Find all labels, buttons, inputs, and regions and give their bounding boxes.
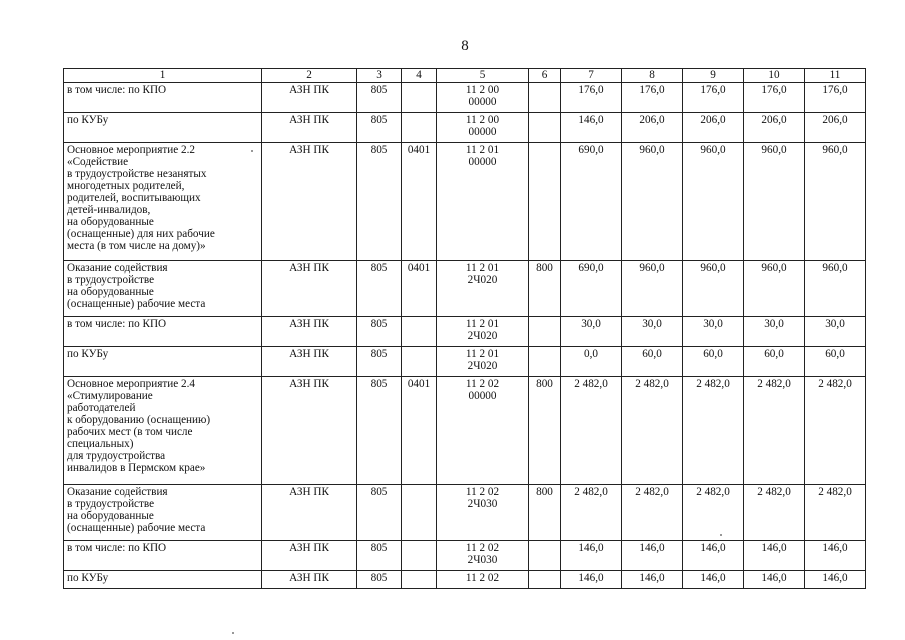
value-cell: 146,0 — [805, 571, 866, 589]
value-cell: 0,0 — [561, 347, 622, 377]
row-name: Оказание содействия в трудоустройстве на оборудованные (оснащенные) рабочие места — [67, 486, 206, 534]
ministry-code-cell: 805 — [357, 377, 402, 485]
row-name: в том числе: по КПО — [67, 84, 167, 96]
page-number: 8 — [461, 38, 469, 54]
row-name: по КУБу — [67, 348, 109, 360]
value-cell: 146,0 — [805, 541, 866, 571]
ministry-code-cell: 805 — [357, 571, 402, 589]
value-cell: 176,0 — [805, 83, 866, 113]
target-code-cell — [437, 571, 529, 589]
column-header: 5 — [437, 69, 529, 83]
target-code-line: 11 2 02 — [465, 378, 500, 390]
row-name-cell — [64, 113, 262, 143]
ministry-code-cell: 805 — [357, 143, 402, 261]
row-name-cell — [64, 83, 262, 113]
value-cell: 960,0 — [805, 261, 866, 317]
expense-type-cell — [529, 541, 561, 571]
expense-type-cell — [529, 143, 561, 261]
target-code-cell — [437, 261, 529, 317]
value-cell: 146,0 — [744, 571, 805, 589]
target-code-cell — [437, 113, 529, 143]
target-code-line: 2Ч020 — [467, 330, 498, 342]
target-code-line: 00000 — [468, 96, 497, 108]
ministry-code-cell: 805 — [357, 113, 402, 143]
target-code-line: 11 2 01 — [465, 144, 500, 156]
column-header: 4 — [402, 69, 437, 83]
value-cell: 146,0 — [622, 541, 683, 571]
row-name-cell — [64, 347, 262, 377]
table-row — [64, 485, 866, 541]
organization-cell: АЗН ПК — [262, 377, 357, 485]
column-header: 1 — [64, 69, 262, 83]
organization-cell: АЗН ПК — [262, 143, 357, 261]
value-cell: 30,0 — [622, 317, 683, 347]
scan-speck — [720, 534, 722, 536]
table-row — [64, 541, 866, 571]
table-row — [64, 143, 866, 261]
value-cell: 30,0 — [561, 317, 622, 347]
organization-cell: АЗН ПК — [262, 571, 357, 589]
value-cell: 690,0 — [561, 143, 622, 261]
section-code-cell — [402, 541, 437, 571]
row-name: Оказание содействия в трудоустройстве на оборудованные (оснащенные) рабочие места — [67, 262, 206, 310]
row-name-cell — [64, 485, 262, 541]
target-code-cell — [437, 541, 529, 571]
section-code-cell — [402, 83, 437, 113]
target-code-line: 00000 — [468, 126, 497, 138]
value-cell: 960,0 — [622, 261, 683, 317]
value-cell: 30,0 — [683, 317, 744, 347]
expense-type-cell — [529, 83, 561, 113]
section-code-cell — [402, 113, 437, 143]
target-code-line: 11 2 02 — [465, 486, 500, 498]
row-name: в том числе: по КПО — [67, 542, 167, 554]
organization-cell: АЗН ПК — [262, 347, 357, 377]
table-row — [64, 261, 866, 317]
value-cell: 206,0 — [805, 113, 866, 143]
value-cell: 206,0 — [744, 113, 805, 143]
table-body — [64, 83, 866, 589]
row-name: Основное мероприятие 2.4 «Стимулирование работодателей к оборудованию (оснащению) рабочих мест (в том числе специальных) для трудоустройства инвалидов в Пермском крае» — [67, 378, 211, 474]
row-name-cell — [64, 541, 262, 571]
value-cell: 60,0 — [683, 347, 744, 377]
section-code-cell: 0401 — [402, 261, 437, 317]
scan-speck — [232, 632, 234, 634]
value-cell: 206,0 — [622, 113, 683, 143]
value-cell: 30,0 — [805, 317, 866, 347]
target-code-cell — [437, 347, 529, 377]
value-cell: 176,0 — [744, 83, 805, 113]
organization-cell: АЗН ПК — [262, 485, 357, 541]
expense-type-cell: 800 — [529, 485, 561, 541]
column-header: 7 — [561, 69, 622, 83]
value-cell: 2 482,0 — [683, 485, 744, 541]
organization-cell: АЗН ПК — [262, 317, 357, 347]
organization-cell: АЗН ПК — [262, 261, 357, 317]
target-code-cell — [437, 143, 529, 261]
value-cell: 60,0 — [744, 347, 805, 377]
column-header: 3 — [357, 69, 402, 83]
target-code-line: 11 2 00 — [465, 114, 500, 126]
value-cell: 690,0 — [561, 261, 622, 317]
expense-type-cell: 800 — [529, 377, 561, 485]
value-cell: 2 482,0 — [805, 485, 866, 541]
row-name: Основное мероприятие 2.2 «Содействие в трудоустройстве незанятых многодетных родителей, родителей, воспитывающих детей-инвалидов, на оборудованные (оснащенные) для них рабочие места (в том числе на дому)» — [67, 144, 215, 252]
value-cell: 960,0 — [744, 143, 805, 261]
ministry-code-cell: 805 — [357, 541, 402, 571]
target-code-line: 11 2 01 — [465, 318, 500, 330]
value-cell: 960,0 — [683, 261, 744, 317]
value-cell: 146,0 — [683, 541, 744, 571]
target-code-line: 11 2 02 — [465, 572, 500, 584]
budget-table — [63, 68, 866, 589]
target-code-line: 00000 — [468, 390, 497, 402]
expense-type-cell — [529, 571, 561, 589]
row-name-cell — [64, 261, 262, 317]
section-code-cell — [402, 485, 437, 541]
target-code-cell — [437, 485, 529, 541]
column-header: 8 — [622, 69, 683, 83]
target-code-line: 00000 — [468, 156, 497, 168]
value-cell: 960,0 — [683, 143, 744, 261]
column-header: 10 — [744, 69, 805, 83]
row-name-cell — [64, 571, 262, 589]
value-cell: 960,0 — [744, 261, 805, 317]
row-name: по КУБу — [67, 572, 109, 584]
section-code-cell: 0401 — [402, 143, 437, 261]
section-code-cell — [402, 571, 437, 589]
value-cell: 176,0 — [622, 83, 683, 113]
value-cell: 60,0 — [805, 347, 866, 377]
target-code-line: 11 2 02 — [465, 542, 500, 554]
value-cell: 2 482,0 — [744, 377, 805, 485]
table-row — [64, 347, 866, 377]
value-cell: 146,0 — [561, 541, 622, 571]
section-code-cell — [402, 347, 437, 377]
section-code-cell — [402, 317, 437, 347]
ministry-code-cell: 805 — [357, 83, 402, 113]
table-row — [64, 83, 866, 113]
organization-cell: АЗН ПК — [262, 83, 357, 113]
row-name: в том числе: по КПО — [67, 318, 167, 330]
row-name-cell — [64, 377, 262, 485]
target-code-line: 11 2 01 — [465, 348, 500, 360]
target-code-line: 2Ч020 — [467, 274, 498, 286]
table-header-row — [64, 69, 866, 83]
ministry-code-cell: 805 — [357, 347, 402, 377]
organization-cell: АЗН ПК — [262, 541, 357, 571]
column-header: 11 — [805, 69, 866, 83]
scan-speck — [251, 150, 253, 152]
target-code-cell — [437, 83, 529, 113]
row-name-cell — [64, 143, 262, 261]
row-name-cell — [64, 317, 262, 347]
target-code-line: 2Ч030 — [467, 554, 498, 566]
section-code-cell: 0401 — [402, 377, 437, 485]
value-cell: 2 482,0 — [561, 485, 622, 541]
value-cell: 60,0 — [622, 347, 683, 377]
table-row — [64, 571, 866, 589]
value-cell: 2 482,0 — [744, 485, 805, 541]
ministry-code-cell: 805 — [357, 317, 402, 347]
row-name: по КУБу — [67, 114, 109, 126]
table-row — [64, 317, 866, 347]
table-row — [64, 377, 866, 485]
target-code-cell — [437, 317, 529, 347]
value-cell: 146,0 — [622, 571, 683, 589]
value-cell: 2 482,0 — [561, 377, 622, 485]
ministry-code-cell: 805 — [357, 261, 402, 317]
value-cell: 2 482,0 — [805, 377, 866, 485]
value-cell: 2 482,0 — [622, 377, 683, 485]
expense-type-cell — [529, 317, 561, 347]
column-header: 2 — [262, 69, 357, 83]
value-cell: 176,0 — [561, 83, 622, 113]
value-cell: 960,0 — [622, 143, 683, 261]
value-cell: 30,0 — [744, 317, 805, 347]
value-cell: 146,0 — [683, 571, 744, 589]
ministry-code-cell: 805 — [357, 485, 402, 541]
value-cell: 960,0 — [805, 143, 866, 261]
target-code-line: 11 2 00 — [465, 84, 500, 96]
value-cell: 146,0 — [744, 541, 805, 571]
column-header: 9 — [683, 69, 744, 83]
expense-type-cell — [529, 347, 561, 377]
value-cell: 206,0 — [683, 113, 744, 143]
value-cell: 176,0 — [683, 83, 744, 113]
organization-cell: АЗН ПК — [262, 113, 357, 143]
table-row — [64, 113, 866, 143]
value-cell: 2 482,0 — [622, 485, 683, 541]
value-cell: 146,0 — [561, 113, 622, 143]
value-cell: 146,0 — [561, 571, 622, 589]
target-code-cell — [437, 377, 529, 485]
target-code-line: 2Ч030 — [467, 498, 498, 510]
value-cell: 2 482,0 — [683, 377, 744, 485]
expense-type-cell: 800 — [529, 261, 561, 317]
target-code-line: 2Ч020 — [467, 360, 498, 372]
expense-type-cell — [529, 113, 561, 143]
target-code-line: 11 2 01 — [465, 262, 500, 274]
column-header: 6 — [529, 69, 561, 83]
